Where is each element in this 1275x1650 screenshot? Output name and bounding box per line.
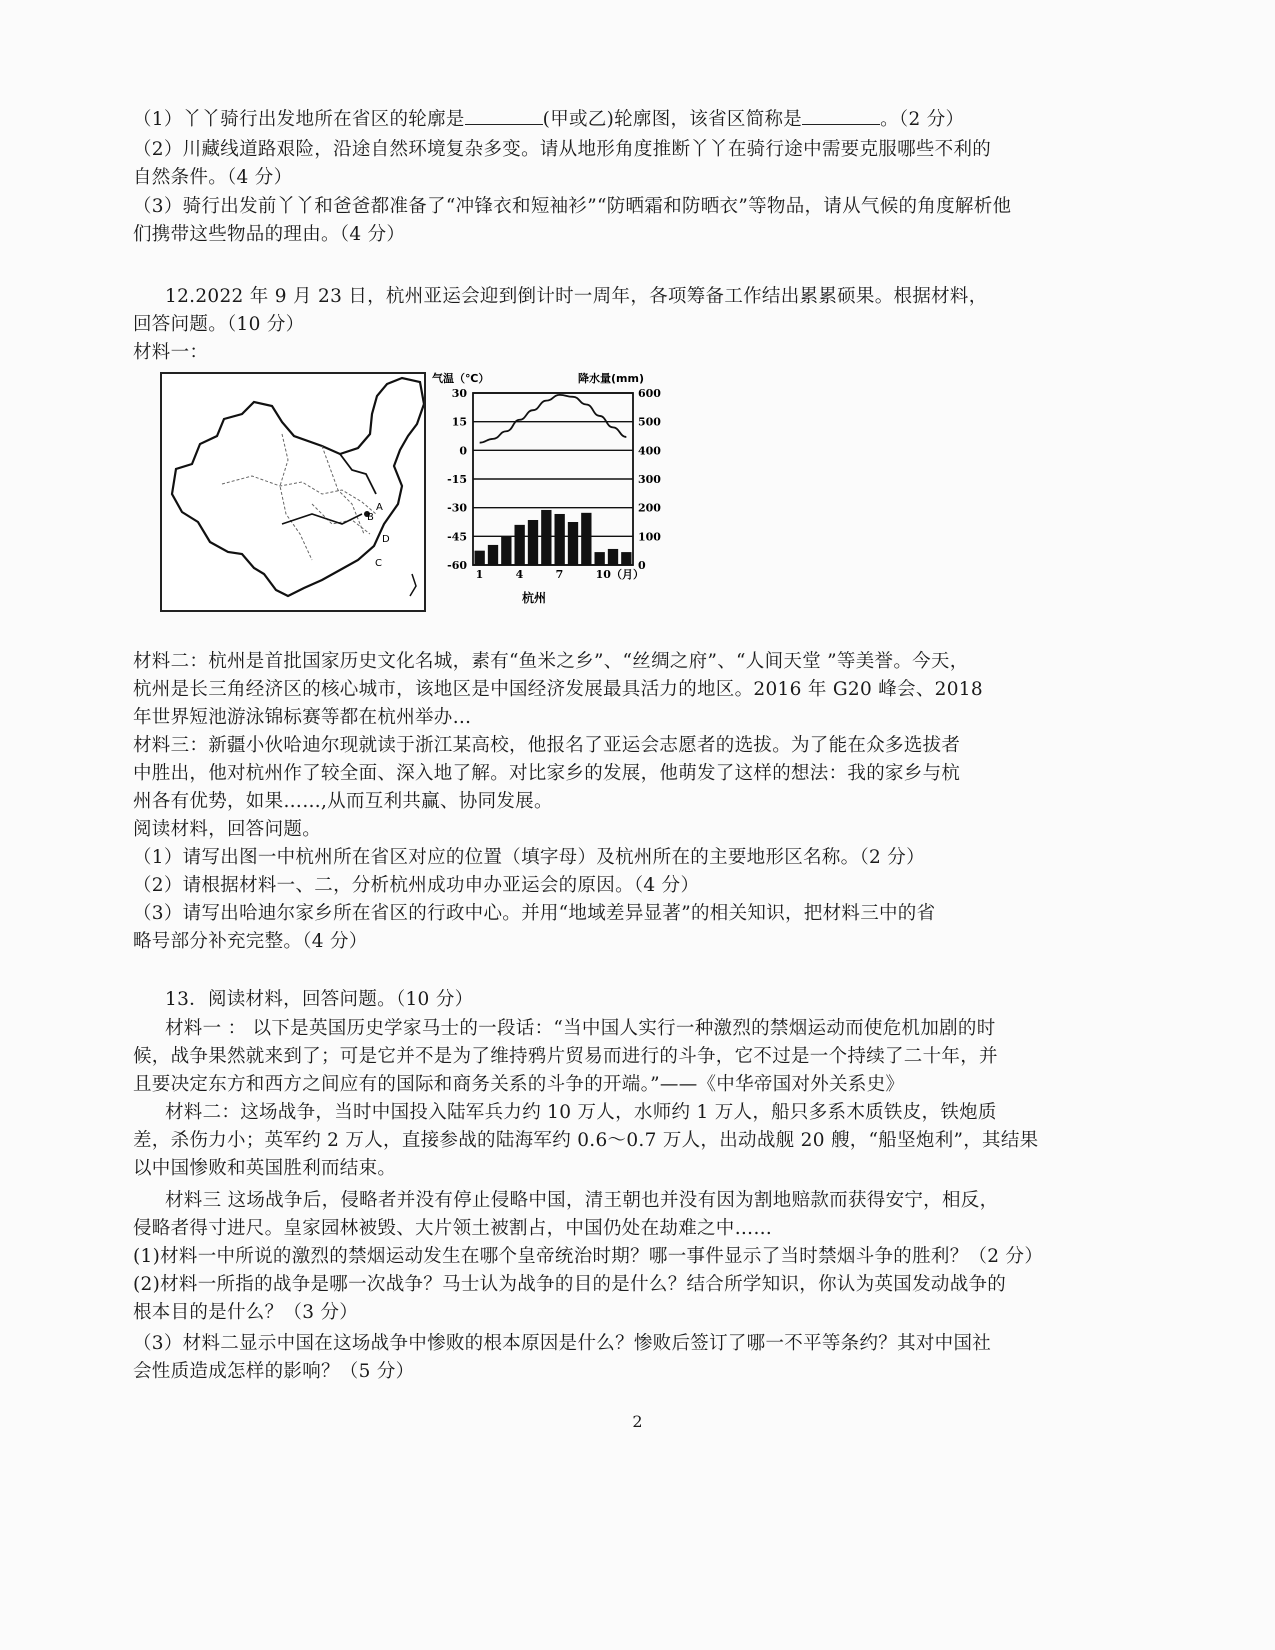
answer-blank-2[interactable]	[802, 106, 880, 125]
chart-ylabel-right: 降水量(mm)	[578, 372, 644, 385]
x-tick: 1	[475, 568, 484, 581]
q12-material2-line3: 年世界短池游泳锦标赛等都在杭州举办…	[133, 707, 472, 728]
precip-bar	[555, 514, 565, 565]
q13-question3-line1: （3）材料二显示中国在这场战争中惨败的根本原因是什么？惨败后签订了哪一不平等条约？其对中国社	[133, 1333, 992, 1354]
precip-bar	[488, 545, 498, 565]
q12-question3-line2: 略号部分补充完整。（4 分）	[133, 931, 368, 952]
y-tick-right: 600	[638, 387, 661, 400]
china-outline-map	[162, 374, 424, 610]
china-map-figure	[160, 372, 426, 612]
precip-bar	[608, 549, 618, 565]
q13-material3-line1: 材料三 这场战争后，侵略者并没有停止侵略中国，清王朝也并没有因为割地赔款而获得安宁，相反，	[165, 1190, 999, 1211]
map-label-c: C	[375, 558, 382, 569]
q12-material2-line1: 材料二：杭州是首批国家历史文化名城，素有“鱼米之乡”、“丝绸之府”、“人间天堂 ”等美誉。今天，	[133, 651, 969, 672]
q13-material3-line2: 侵略者得寸进尺。皇家园林被毁、大片领土被割占，中国仍处在劫难之中……	[133, 1218, 773, 1239]
q13-question1: (1)材料一中所说的激烈的禁烟运动发生在哪个皇帝统治时期？哪一事件显示了当时禁烟斗争的胜利？（2 分）	[133, 1246, 1044, 1267]
y-tick-left: -45	[447, 530, 467, 544]
x-tick: 7	[555, 568, 564, 581]
q13-material2-line3: 以中国惨败和英国胜利而结束。	[133, 1158, 397, 1179]
q11-part1-text-b: (甲或乙)轮廓图，该省区简称是	[542, 109, 803, 130]
y-tick-left: -60	[447, 559, 467, 572]
map-label-d: D	[382, 534, 390, 545]
q12-stem-line1: 12.2022 年 9 月 23 日，杭州亚运会迎到倒计时一周年，各项筹备工作结出累累硕果。根据材料，	[165, 286, 988, 307]
precip-bar	[475, 551, 485, 565]
q12-material3-line2: 中胜出，他对杭州作了较全面、深入地了解。对比家乡的发展，他萌发了这样的想法：我的家乡与杭	[133, 763, 961, 784]
q13-material1-line3: 且要决定东方和西方之间应有的国际和商务关系的斗争的开端。”——《中华帝国对外关系史》	[133, 1074, 905, 1095]
y-tick-right: 0	[638, 559, 646, 572]
chart-title-city: 杭州	[522, 591, 547, 605]
precip-bar	[528, 520, 538, 565]
precip-bar	[581, 513, 591, 565]
chart-ylabel-left: 气温（℃）	[432, 372, 490, 385]
q12-question1: （1）请写出图一中杭州所在省区对应的位置（填字母）及杭州所在的主要地形区名称。（2 分）	[133, 847, 925, 868]
q12-material3-line3: 州各有优势，如果……,从而互利共赢、协同发展。	[133, 791, 553, 812]
q11-part2-line2: 自然条件。（4 分）	[133, 167, 293, 188]
precip-bar	[595, 552, 605, 565]
y-tick-right: 500	[638, 415, 661, 429]
precip-bar	[501, 537, 511, 565]
q13-material2-line2: 差，杀伤力小；英军约 2 万人，直接参战的陆海军约 0.6～0.7 万人，出动战舰 20 艘，“船坚炮利”，其结果	[133, 1130, 1039, 1151]
precip-bar	[621, 552, 631, 565]
q13-stem: 13．阅读材料，回答问题。（10 分）	[165, 989, 474, 1010]
q13-material2-line1: 材料二：这场战争，当时中国投入陆军兵力约 10 万人，水师约 1 万人，船只多系木质铁皮，铁炮质	[165, 1102, 997, 1123]
y-tick-right: 200	[638, 501, 661, 515]
chart-grid	[447, 387, 661, 572]
climate-chart-svg	[430, 368, 680, 613]
map-label-b: B	[367, 512, 374, 523]
map-label-a: A	[376, 502, 383, 513]
y-tick-left: 30	[451, 387, 467, 400]
q12-stem-line2: 回答问题。（10 分）	[133, 314, 305, 335]
q11-part3-line2: 们携带这些物品的理由。（4 分）	[133, 224, 406, 245]
answer-blank-1[interactable]	[465, 106, 543, 125]
x-tick: 10（月）	[595, 568, 644, 581]
q13-question2-line2: 根本目的是什么？（3 分）	[133, 1302, 359, 1323]
y-tick-left: 15	[451, 415, 467, 429]
q12-material3-line1: 材料三：新疆小伙哈迪尔现就读于浙江某高校，他报名了亚运会志愿者的选拔。为了能在众多选拔者	[133, 735, 961, 756]
y-tick-right: 100	[638, 530, 661, 544]
q11-part1-text-a: （1）丫丫骑行出发地所在省区的轮廓是	[133, 109, 465, 130]
y-tick-left: 0	[459, 444, 467, 458]
q11-part1-text-c: 。（2 分）	[880, 109, 965, 130]
x-tick: 4	[515, 568, 524, 581]
precip-bar	[515, 525, 525, 565]
y-tick-right: 400	[638, 444, 661, 458]
q11-part2-line1: （2）川藏线道路艰险，沿途自然环境复杂多变。请从地形角度推断丫丫在骑行途中需要克服哪些不利的	[133, 139, 992, 160]
q11-part3-line1: （3）骑行出发前丫丫和爸爸都准备了“冲锋衣和短袖衫”“防晒霜和防晒衣”等物品，请从气候的角度解析他	[133, 196, 1012, 217]
y-tick-right: 300	[638, 473, 661, 486]
page-number: 2	[632, 1412, 643, 1431]
precip-bar	[568, 522, 578, 565]
precip-bar	[541, 510, 551, 565]
hangzhou-climate-chart	[430, 368, 680, 613]
q13-material1-line1: 材料一 ： 以下是英国历史学家马士的一段话：“当中国人实行一种激烈的禁烟运动而使危机加剧的时	[165, 1018, 996, 1039]
q13-question2-line1: (2)材料一所指的战争是哪一次战争？马士认为战争的目的是什么？结合所学知识，你认为英国发动战争的	[133, 1274, 1007, 1295]
q12-question2: （2）请根据材料一、二，分析杭州成功申办亚运会的原因。（4 分）	[133, 875, 700, 896]
q13-question3-line2: 会性质造成怎样的影响？（5 分）	[133, 1361, 415, 1382]
q12-material2-line2: 杭州是长三角经济区的核心城市，该地区是中国经济发展最具活力的地区。2016 年 G20 峰会、2018	[133, 679, 983, 700]
y-tick-left: -30	[447, 501, 467, 515]
q13-material1-line2: 候，战争果然就来到了；可是它并不是为了维持鸦片贸易而进行的斗争，它不过是一个持续了二十年，并	[133, 1046, 998, 1067]
temperature-curve	[480, 395, 627, 443]
y-tick-left: -15	[447, 473, 467, 486]
q12-question3-line1: （3）请写出哈迪尔家乡所在省区的行政中心。并用“地域差异显著”的相关知识，把材料三中的省	[133, 903, 936, 924]
q11-part1	[133, 106, 964, 134]
q12-material1-label: 材料一：	[133, 342, 209, 363]
q12-read-prompt: 阅读材料，回答问题。	[133, 819, 322, 840]
precipitation-bars	[475, 510, 632, 565]
chart-x-ticks	[476, 568, 644, 581]
